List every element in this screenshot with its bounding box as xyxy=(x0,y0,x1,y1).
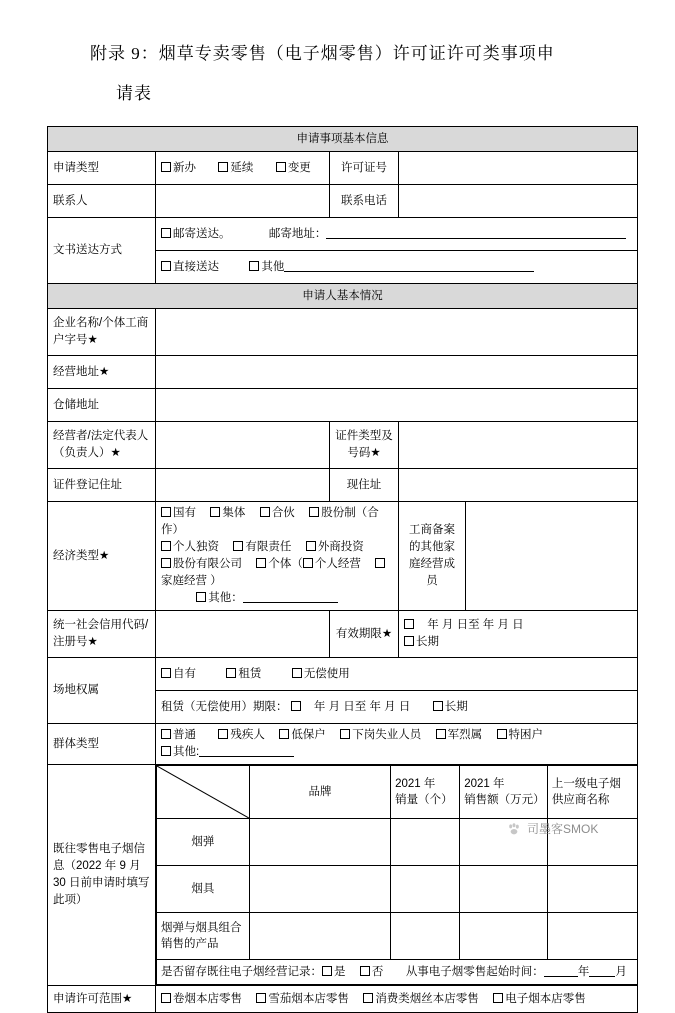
economy-type-line-3 xyxy=(161,556,393,590)
validity-period-label: 有效期限★ xyxy=(330,611,399,658)
checkbox-group-other[interactable] xyxy=(161,746,171,756)
ecig-record-question: 是否留存既往电子烟经营记录： xyxy=(161,966,322,978)
delivery-direct-row xyxy=(156,251,638,284)
checkbox-collective[interactable] xyxy=(210,507,220,517)
ecig-header-supplier xyxy=(547,766,637,819)
delivery-method-label: 文书送达方式 xyxy=(48,218,156,284)
group-option-other-label: 其他: xyxy=(173,746,200,758)
group-type-line-1 xyxy=(161,727,632,744)
group-option-disabled: 残疾人 xyxy=(230,729,265,741)
group-other-input[interactable] xyxy=(199,756,294,757)
table-row xyxy=(48,309,638,356)
apply-type-options xyxy=(156,152,330,185)
ecig-table xyxy=(156,765,638,985)
ecig-header-brand: 品牌 xyxy=(249,766,390,819)
ecig-row-combo-sales[interactable] xyxy=(391,913,460,960)
table-row xyxy=(48,724,638,765)
table-row xyxy=(48,152,638,185)
watermark xyxy=(506,820,598,837)
checkbox-scope-ecig[interactable] xyxy=(493,993,503,1003)
table-row xyxy=(48,986,638,1013)
checkbox-group-low-income[interactable] xyxy=(279,729,289,739)
ecig-record-no: 否 xyxy=(371,966,384,978)
delivery-direct-option: 直接送达 xyxy=(173,260,219,273)
group-option-low-income: 低保户 xyxy=(291,729,326,741)
ecig-header-amount xyxy=(460,766,548,819)
checkbox-change[interactable] xyxy=(276,162,286,172)
delivery-other-input[interactable] xyxy=(284,271,534,272)
ecig-record-yes: 是 xyxy=(334,966,346,978)
checkbox-scope-cigarette[interactable] xyxy=(161,993,171,1003)
apply-type-option-change: 变更 xyxy=(287,161,311,174)
economy-type-line-4 xyxy=(161,590,393,607)
economy-type-line-2 xyxy=(161,539,393,556)
paw-icon xyxy=(506,821,522,837)
diagonal-header-cell xyxy=(157,766,250,819)
credit-code-input[interactable] xyxy=(156,611,330,658)
enterprise-name-label: 企业名称/个体工商户字号★ xyxy=(48,309,156,356)
id-registered-address-input[interactable] xyxy=(156,469,330,502)
ecig-header-amount-line2: 销售额（万元） xyxy=(464,794,545,806)
ecig-start-year-unit: 年 xyxy=(577,966,590,978)
scope-option-cigar: 雪茄烟本店零售 xyxy=(268,992,349,1005)
checkbox-record-yes[interactable] xyxy=(322,966,332,976)
economy-option-partnership: 合伙 xyxy=(271,507,295,519)
ecig-header-amount-line1: 2021 年 xyxy=(464,778,505,790)
checkbox-renew[interactable] xyxy=(218,162,228,172)
ecig-row-pod-sales[interactable] xyxy=(391,819,460,866)
site-option-free-use: 无偿使用 xyxy=(303,667,350,680)
page-title-line1: 附录 9：烟草专卖零售（电子烟零售）许可证许可类事项申 xyxy=(90,44,555,63)
group-option-martyr-family: 军烈属 xyxy=(447,729,483,741)
ecig-row-device-brand[interactable] xyxy=(249,866,390,913)
checkbox-limited-liability[interactable] xyxy=(233,541,243,551)
checkbox-family-operation[interactable] xyxy=(375,558,385,568)
license-scope-options xyxy=(156,986,638,1013)
lease-period-dates: 年 月 日至 年 月 日 xyxy=(313,700,411,713)
checkbox-scope-tobacco-shred[interactable] xyxy=(363,993,373,1003)
economy-option-state-owned: 国有 xyxy=(173,507,196,519)
enterprise-name-input[interactable] xyxy=(156,309,638,356)
checkbox-group-poverty[interactable] xyxy=(497,729,507,739)
table-row xyxy=(48,658,638,691)
group-option-laid-off: 下岗失业人员 xyxy=(352,729,422,741)
checkbox-site-free-use[interactable] xyxy=(292,668,302,678)
id-type-label: 证件类型及号码★ xyxy=(330,422,399,469)
ecig-header-sales xyxy=(391,766,460,819)
delivery-mail-option: 邮寄送达。 xyxy=(173,227,231,240)
ecig-table-row xyxy=(157,913,638,960)
ecig-row-device-supplier[interactable] xyxy=(547,866,637,913)
ecig-header-sales-line2: 销量（个） xyxy=(395,794,453,806)
contact-phone-label: 联系电话 xyxy=(330,185,399,218)
current-address-label: 现住址 xyxy=(330,469,399,502)
business-address-input[interactable] xyxy=(156,356,638,389)
table-row xyxy=(48,765,638,986)
table-row xyxy=(48,185,638,218)
ecig-row-combo-supplier[interactable] xyxy=(547,913,637,960)
ecig-header-supplier-line2: 供应商名称 xyxy=(551,794,610,806)
validity-period-dates: 年 月 日至 年 月 日 xyxy=(427,619,524,631)
paw-icon-svg xyxy=(506,821,522,837)
ecig-header-sales-line1: 2021 年 xyxy=(395,778,436,790)
site-option-lease: 租赁 xyxy=(238,667,262,680)
mail-address-label: 邮寄地址： xyxy=(268,227,327,240)
economy-option-limited-liability: 有限责任 xyxy=(245,541,292,553)
economy-option-foreign-investment: 外商投资 xyxy=(317,541,364,553)
table-row xyxy=(48,469,638,502)
checkbox-sole-proprietorship[interactable] xyxy=(161,541,171,551)
scope-option-ecig: 电子烟本店零售 xyxy=(505,992,586,1005)
page-title xyxy=(0,0,675,114)
current-address-input[interactable] xyxy=(399,469,638,502)
checkbox-other-delivery[interactable] xyxy=(249,261,259,271)
economy-option-stock-limited-company: 股份有限公司 xyxy=(173,558,242,570)
section-applicant-info-heading: 申请人基本情况 xyxy=(48,284,638,309)
apply-type-option-renew: 延续 xyxy=(230,161,254,174)
business-address-label: 经营地址★ xyxy=(48,356,156,389)
mail-address-input[interactable] xyxy=(326,238,626,239)
ecig-row-device-label: 烟具 xyxy=(157,866,250,913)
ecig-table-row xyxy=(157,866,638,913)
ecig-start-month-unit: 月 xyxy=(615,966,627,978)
checkbox-economy-other[interactable] xyxy=(196,592,206,602)
scope-option-tobacco-shred: 消费类烟丝本店零售 xyxy=(375,992,479,1005)
ecig-row-pod-brand[interactable] xyxy=(249,819,390,866)
checkbox-group-martyr-family[interactable] xyxy=(436,729,446,739)
economy-other-input[interactable] xyxy=(243,602,338,603)
economy-type-options xyxy=(156,502,399,611)
watermark-text: 司墨客SMOK xyxy=(527,822,599,836)
table-row xyxy=(48,389,638,422)
validity-period-options xyxy=(399,611,638,658)
credit-code-label: 统一社会信用代码/注册号★ xyxy=(48,611,156,658)
page-title-line2: 请表 xyxy=(116,84,152,103)
lease-period-label: 租赁（无偿使用）期限： xyxy=(161,700,288,713)
operator-label: 经营者/法定代表人（负责人）★ xyxy=(48,422,156,469)
apply-type-option-new: 新办 xyxy=(173,161,196,174)
table-row xyxy=(48,611,638,658)
checkbox-group-disabled[interactable] xyxy=(218,729,228,739)
ecig-start-time-label: 从事电子烟零售起始时间： xyxy=(405,966,544,978)
site-ownership-options xyxy=(156,658,638,691)
economy-option-collective: 集体 xyxy=(222,507,246,519)
checkbox-group-laid-off[interactable] xyxy=(340,729,350,739)
id-type-input[interactable] xyxy=(399,422,638,469)
contact-person-input[interactable] xyxy=(156,185,330,218)
contact-phone-input[interactable] xyxy=(399,185,638,218)
checkbox-group-normal[interactable] xyxy=(161,729,171,739)
checkbox-personal-operation[interactable] xyxy=(303,558,313,568)
delivery-mail-row xyxy=(156,218,638,251)
ecig-record-row xyxy=(157,960,638,985)
site-ownership-label: 场地权属 xyxy=(48,658,156,724)
checkbox-partnership[interactable] xyxy=(260,507,270,517)
family-members-label: 工商备案的其他家庭经营成员 xyxy=(399,502,466,611)
checkbox-direct-delivery[interactable] xyxy=(161,261,171,271)
group-option-poverty: 特困户 xyxy=(508,729,544,741)
ecig-row-combo-brand[interactable] xyxy=(249,913,390,960)
ecig-row-combo-label: 烟弹与烟具组合销售的产品 xyxy=(157,913,250,960)
checkbox-joint-stock[interactable] xyxy=(309,507,319,517)
economy-option-personal-operation: 个人经营 xyxy=(314,558,361,570)
ecig-subtable-cell xyxy=(156,765,638,986)
application-form-table xyxy=(47,126,638,1013)
checkbox-lease-range[interactable] xyxy=(291,701,301,711)
validity-period-range xyxy=(404,617,632,634)
economy-option-joint-stock: 股份制（合作） xyxy=(161,507,379,536)
scope-option-cigarette: 卷烟本店零售 xyxy=(173,992,242,1005)
table-row xyxy=(48,502,638,611)
table-row xyxy=(48,218,638,251)
economy-type-label: 经济类型★ xyxy=(48,502,156,611)
ecig-row-combo-amount[interactable] xyxy=(460,913,548,960)
diagonal-line-icon xyxy=(157,766,249,818)
storage-address-label: 仓储地址 xyxy=(48,389,156,422)
table-row xyxy=(48,356,638,389)
family-members-input[interactable] xyxy=(466,502,638,611)
apply-type-label: 申请类型 xyxy=(48,152,156,185)
group-type-label: 群体类型 xyxy=(48,724,156,765)
checkbox-site-own[interactable] xyxy=(161,668,171,678)
license-scope-label: 申请许可范围★ xyxy=(48,986,156,1013)
checkbox-site-lease[interactable] xyxy=(226,668,236,678)
checkbox-mail-delivery[interactable] xyxy=(161,228,171,238)
checkbox-state-owned[interactable] xyxy=(161,507,171,517)
group-option-normal: 普通 xyxy=(173,729,196,741)
checkbox-validity-longterm[interactable] xyxy=(404,636,414,646)
ecig-start-year-input[interactable] xyxy=(544,976,578,977)
checkbox-validity-range[interactable] xyxy=(404,619,414,629)
site-option-own: 自有 xyxy=(173,667,196,680)
lease-period-row xyxy=(156,691,638,724)
lease-longterm-label: 长期 xyxy=(444,700,468,713)
ecig-row-device-amount[interactable] xyxy=(460,866,548,913)
storage-address-input[interactable] xyxy=(156,389,638,422)
ecig-info-label: 既往零售电子烟信息（2022 年 9 月 30 日前申请时填写此项） xyxy=(48,765,156,986)
group-type-line-2 xyxy=(161,744,632,761)
economy-option-other-label: 其他： xyxy=(208,592,243,604)
contact-person-label: 联系人 xyxy=(48,185,156,218)
checkbox-individual[interactable] xyxy=(256,558,266,568)
validity-period-longterm xyxy=(404,634,632,651)
validity-longterm-label: 长期 xyxy=(416,636,439,648)
checkbox-new[interactable] xyxy=(161,162,171,172)
delivery-other-option: 其他 xyxy=(261,260,285,273)
id-registered-address-label: 证件登记住址 xyxy=(48,469,156,502)
economy-option-individual: 个体（ xyxy=(268,558,303,570)
checkbox-lease-longterm[interactable] xyxy=(433,701,443,711)
section-basic-info-heading: 申请事项基本信息 xyxy=(48,127,638,152)
ecig-header-row xyxy=(157,766,638,819)
ecig-row-pod-label: 烟弹 xyxy=(157,819,250,866)
checkbox-scope-cigar[interactable] xyxy=(256,993,266,1003)
ecig-header-supplier-line1: 上一级电子烟 xyxy=(551,778,621,790)
license-no-input[interactable] xyxy=(399,152,638,185)
ecig-row-device-sales[interactable] xyxy=(391,866,460,913)
group-type-options xyxy=(156,724,638,765)
section-heading-row xyxy=(48,127,638,152)
license-no-label: 许可证号 xyxy=(330,152,399,185)
economy-option-family-operation: 家庭经营 ） xyxy=(161,575,222,587)
ecig-record-question-cell xyxy=(157,960,638,985)
ecig-start-month-input[interactable] xyxy=(589,976,615,977)
checkbox-record-no[interactable] xyxy=(360,966,370,976)
checkbox-foreign-investment[interactable] xyxy=(306,541,316,551)
economy-option-sole-proprietorship: 个人独资 xyxy=(173,541,219,553)
section-heading-row xyxy=(48,284,638,309)
economy-type-line-1 xyxy=(161,505,393,539)
operator-input[interactable] xyxy=(156,422,330,469)
table-row xyxy=(48,422,638,469)
checkbox-stock-limited-company[interactable] xyxy=(161,558,171,568)
